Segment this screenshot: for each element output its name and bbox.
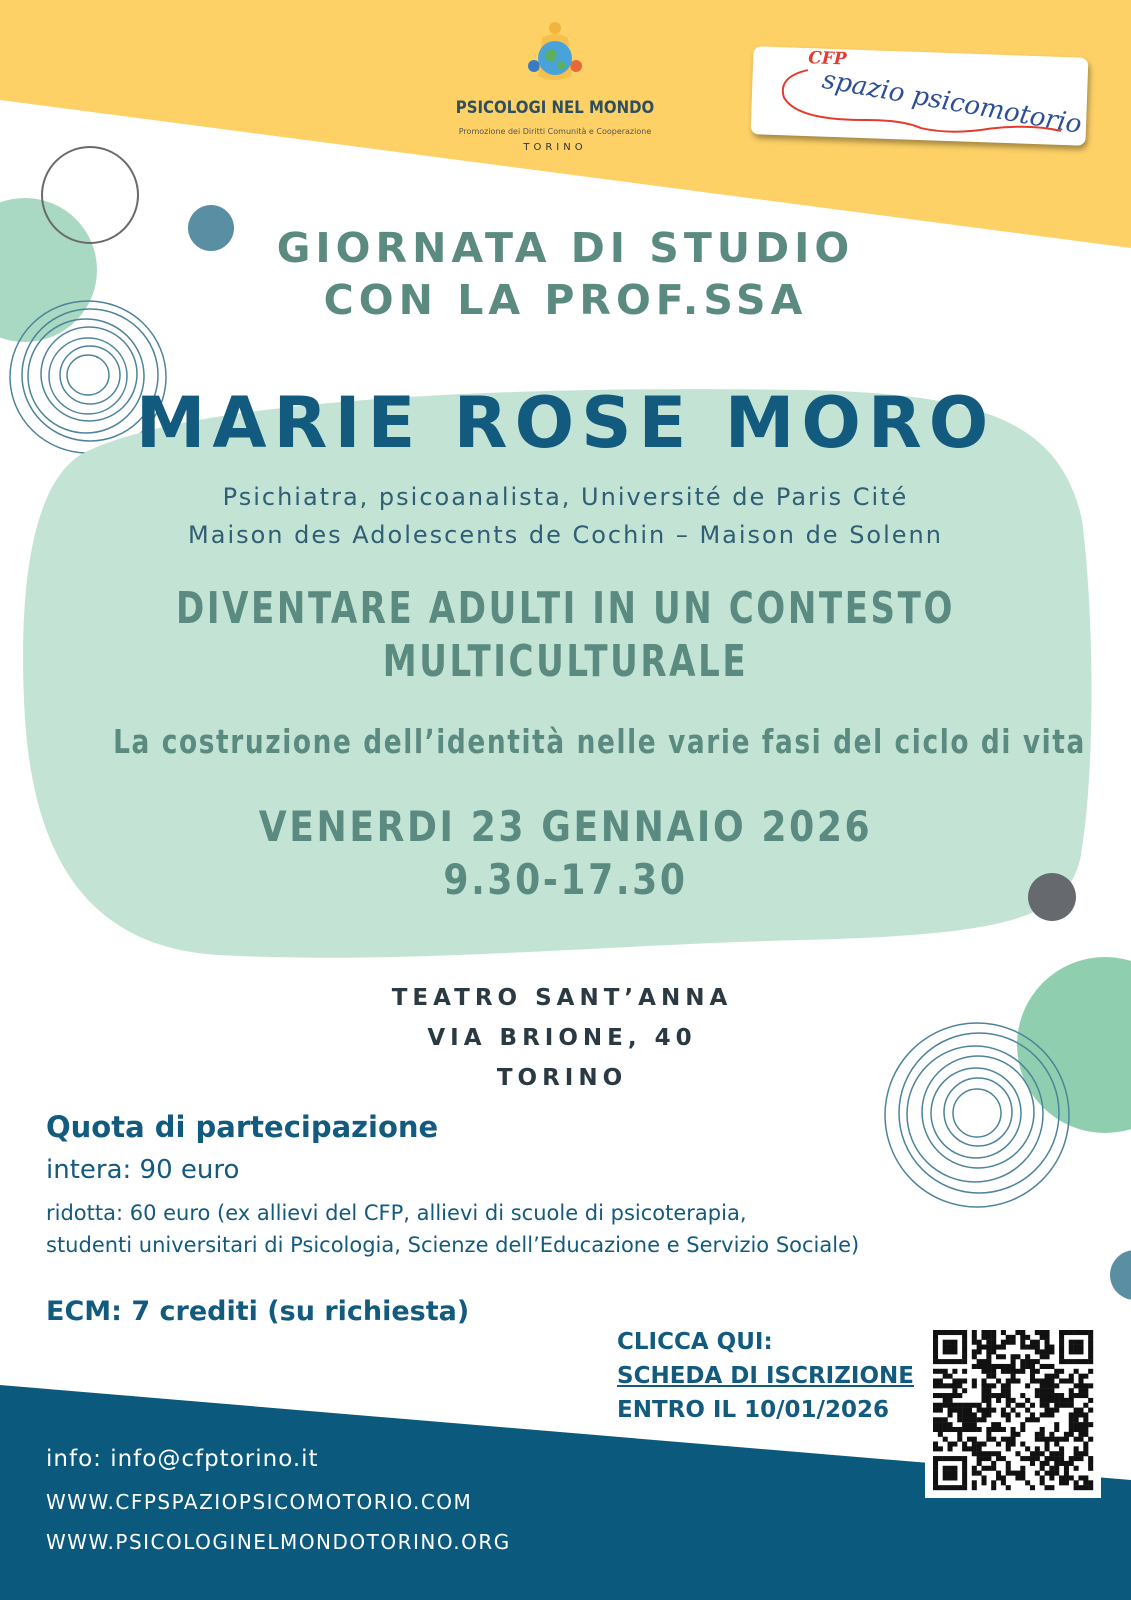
click-here-label: CLICCA QUI: — [617, 1329, 773, 1355]
event-title — [79, 582, 1052, 688]
event-date: VENERDI 23 GENNAIO 2026 — [258, 802, 873, 851]
pnm-tagline: Promozione dei Diritti Comunità e Cooperazione — [458, 127, 652, 136]
venue-name: TEATRO SANT’ANNA — [391, 985, 733, 1011]
event-subtitle: La costruzione dell’identità nelle varie fasi del ciclo di vita — [113, 722, 1086, 761]
psicologi-nel-mondo-logo — [440, 18, 670, 158]
footer-site-pnm[interactable]: WWW.PSICOLOGINELMONDOTORINO.ORG — [46, 1530, 511, 1554]
cfp-prefix: CFP — [807, 48, 847, 70]
heading-line-2: CON LA PROF.SSA — [323, 276, 808, 324]
footer-info-email[interactable]: info: info@cfptorino.it — [46, 1446, 319, 1472]
registration-deadline: ENTRO IL 10/01/2026 — [617, 1397, 889, 1423]
affiliation-line-2: Maison des Adolescents de Cochin – Maison de Solenn — [188, 521, 943, 549]
footer-site-cfp[interactable]: WWW.CFPSPAZIOPSICOMOTORIO.COM — [46, 1490, 473, 1514]
ecm-credits: ECM: 7 crediti (su richiesta) — [46, 1296, 470, 1327]
event-title-line-1: DIVENTARE ADULTI IN UN CONTESTO — [176, 583, 955, 634]
fee-reduced-line-2: studenti universitari di Psicologia, Scienze dell’Educazione e Servizio Sociale) — [46, 1233, 860, 1257]
fee-reduced — [46, 1197, 1006, 1261]
event-time: 9.30-17.30 — [443, 855, 688, 904]
fee-full: intera: 90 euro — [46, 1155, 240, 1185]
registration-form-link[interactable]: SCHEDA DI ISCRIZIONE — [617, 1363, 914, 1389]
teal-dot-edge — [1110, 1250, 1131, 1300]
cfp-logo-card — [751, 46, 1089, 146]
speaker-affiliation — [0, 478, 1131, 554]
affiliation-line-1: Psichiatra, psicoanalista, Université de Paris Cité — [222, 483, 909, 511]
registration-cta — [617, 1325, 914, 1427]
venue-block — [0, 978, 1124, 1098]
speaker-name: MARIE ROSE MORO — [135, 382, 996, 464]
pnm-name: PSICOLOGI NEL MONDO — [455, 98, 655, 118]
fee-reduced-line-1: ridotta: 60 euro (ex allievi del CFP, allievi di scuole di psicoterapia, — [46, 1201, 747, 1225]
pnm-city: TORINO — [523, 142, 587, 153]
venue-street: VIA BRIONE, 40 — [427, 1025, 697, 1051]
event-datetime — [79, 800, 1052, 906]
venue-city: TORINO — [496, 1065, 628, 1091]
qr-code-icon — [925, 1322, 1101, 1498]
cfp-logo — [752, 48, 1090, 148]
event-title-line-2: MULTICULTURALE — [382, 636, 749, 687]
heading-line-1: GIORNATA DI STUDIO — [276, 224, 855, 272]
cfp-name: spazio psicomotorio — [819, 64, 1084, 141]
fee-title: Quota di partecipazione — [46, 1110, 439, 1144]
study-day-heading — [0, 222, 1131, 326]
qr-code[interactable] — [925, 1322, 1101, 1498]
globe-people-icon — [520, 18, 590, 90]
